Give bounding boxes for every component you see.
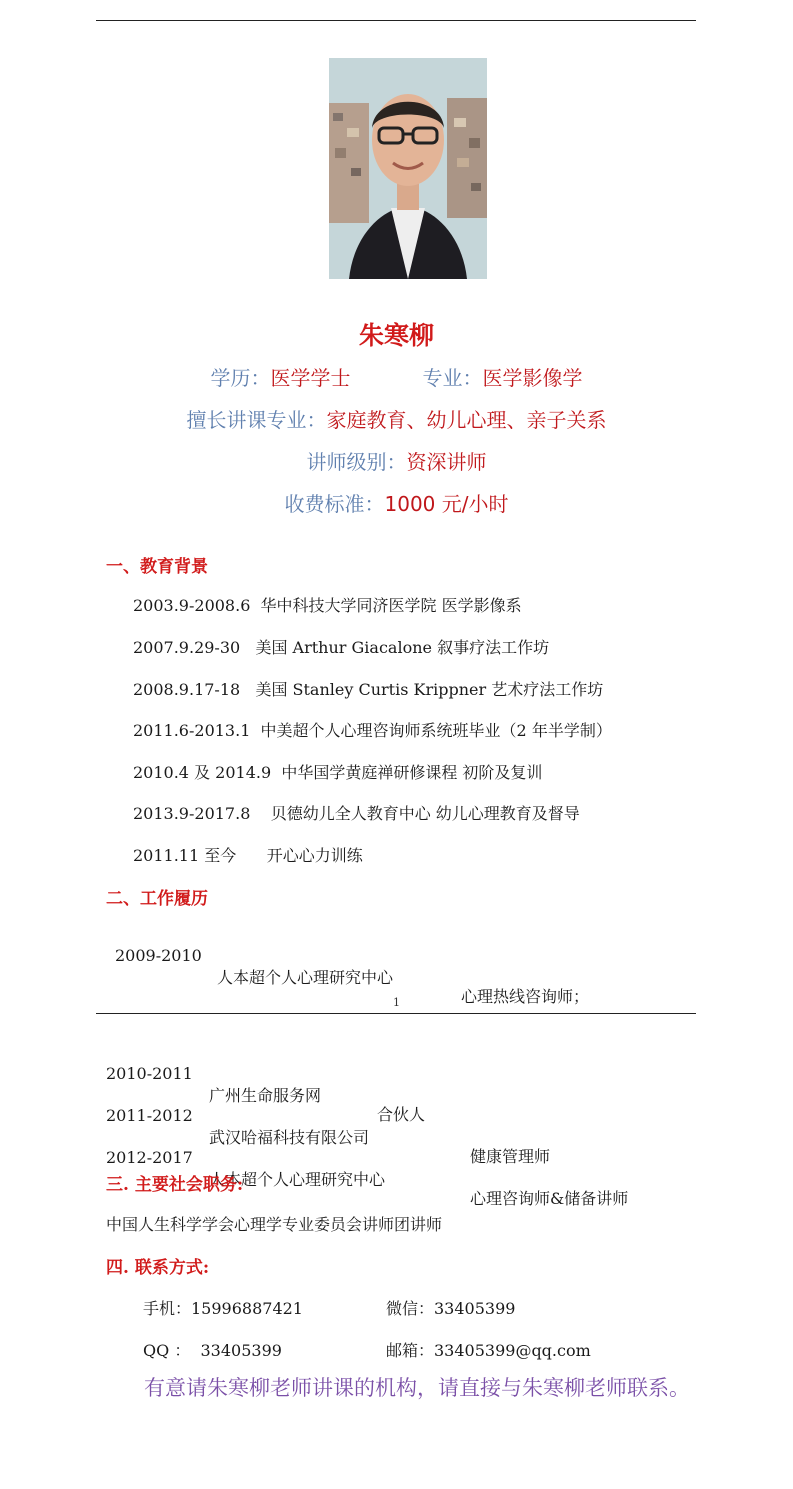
major-value: 医学影像学: [482, 366, 583, 390]
instructor-name: 朱寒柳: [358, 321, 434, 350]
work-role: 心理热线咨询师；: [461, 987, 590, 1006]
level-label: 讲师级别：: [306, 450, 407, 474]
closing-note: 有意请朱寒柳老师讲课的机构，请直接与朱寒柳老师联系。: [144, 1376, 690, 1400]
top-rule: [96, 20, 696, 21]
education-item: 2013.9-2017.8 贝德幼儿全人教育中心 幼儿心理教育及督导: [133, 804, 580, 823]
page-break-rule: [96, 1013, 696, 1014]
profile-photo: [329, 58, 487, 279]
education-item: 2011.6-2013.1 中美超个人心理咨询师系统班毕业（2 年半学制）: [133, 721, 612, 740]
contact-qq: QQ ： 33405399: [143, 1341, 282, 1360]
fee-label: 收费标准：: [284, 492, 385, 516]
work-period: 2011-2012: [106, 1106, 193, 1125]
contact-phone: 手机：15996887421: [143, 1299, 303, 1318]
specialty-value: 家庭教育、幼儿心理、亲子关系: [326, 408, 607, 432]
work-role: 健康管理师: [470, 1147, 551, 1166]
social-heading: 三. 主要社会职务:: [106, 1175, 244, 1195]
education-item: 2003.9-2008.6 华中科技大学同济医学院 医学影像系: [133, 596, 522, 615]
contact-heading: 四. 联系方式:: [106, 1258, 210, 1278]
work-org: 人本超个人心理研究中心: [217, 968, 394, 987]
work-row: [115, 927, 590, 1006]
level-line: [0, 446, 793, 475]
education-value: 医学学士: [270, 366, 351, 390]
specialty-line: [0, 404, 793, 433]
fee-value: 1000 元/小时: [384, 492, 509, 516]
education-item: 2011.11 至今 开心心力训练: [133, 846, 363, 865]
work-role: 合伙人: [377, 1105, 426, 1124]
work-period: 2009-2010: [115, 946, 202, 965]
major-label: 专业：: [422, 366, 483, 390]
work-org: 人本超个人心理研究中心: [209, 1170, 386, 1189]
education-label: 学历：: [210, 366, 271, 390]
work-period: 2012-2017: [106, 1148, 193, 1167]
specialty-label: 擅长讲课专业：: [186, 408, 327, 432]
contact-email: 邮箱：33405399@qq.com: [386, 1341, 591, 1360]
work-heading: 二、工作履历: [106, 889, 208, 909]
degree-major-line: [0, 362, 793, 391]
page-number: 1: [393, 996, 400, 1009]
work-org: 武汉哈福科技有限公司: [209, 1128, 370, 1147]
education-item: 2008.9.17-18 美国 Stanley Curtis Krippner 艺术疗法工作坊: [133, 680, 604, 699]
work-org: 广州生命服务网: [209, 1086, 322, 1105]
work-role: 心理咨询师&储备讲师: [470, 1189, 629, 1208]
social-item: 中国人生科学学会心理学专业委员会讲师团讲师: [106, 1215, 443, 1234]
work-period: 2010-2011: [106, 1064, 193, 1083]
education-heading: 一、教育背景: [106, 557, 208, 577]
level-value: 资深讲师: [406, 450, 487, 474]
education-item: 2010.4 及 2014.9 中华国学黄庭禅研修课程 初阶及复训: [133, 763, 543, 782]
contact-wechat: 微信：33405399: [386, 1299, 516, 1318]
education-item: 2007.9.29-30 美国 Arthur Giacalone 叙事疗法工作坊: [133, 638, 550, 657]
fee-line: [0, 488, 793, 517]
